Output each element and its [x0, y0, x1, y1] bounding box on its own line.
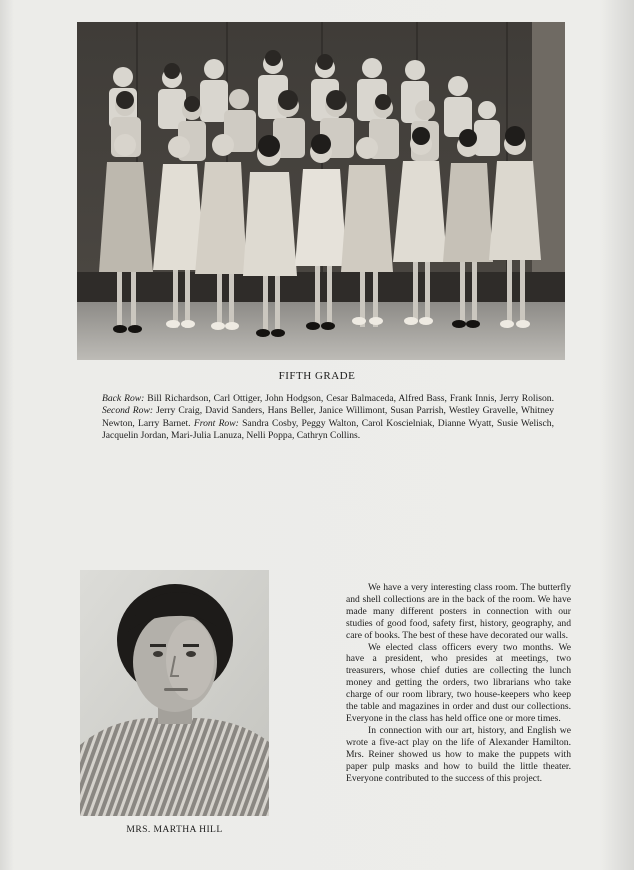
front-row-names: Sandra Cosby, Peggy Walton, Carol Koscielniak, Dianne Wyatt, Susie Welisch, Jacquelin Jordan, Mari-Julia Lanuza, Nelli Poppa, Cathryn Collins. [102, 417, 554, 441]
story-paragraph: We have a very interesting class room. The butterfly and shell collections are in the back of the room. We have made many different posters in connection with our studies of good food, safety first, history, geography, and care of books. The best of these have decorated our walls. [346, 582, 571, 641]
front-row-label: Front Row: [193, 417, 239, 429]
back-row-names: Bill Richardson, Carl Ottiger, John Hodgson, Cesar Balmaceda, Alfred Bass, Frank Innis, Jerry Rolison. [147, 393, 554, 404]
class-caption: FIFTH GRADE [278, 370, 356, 382]
class-photo-image [77, 22, 565, 360]
back-row-label: Back Row: [102, 393, 145, 404]
story-paragraph: In connection with our art, history, and English we wrote a five-act play on the life of Alexander Hamilton. Mrs. Reiner showed us how to make the puppets with paper pulp masks and how to build the little theater. Everyone contributed to the success of this project. [346, 724, 571, 784]
story-paragraph: We elected class officers every two months. We have a president, who presides at meetings, two treasurers, whose chief duties are collecting the lunch money and getting the orders, two librarians who take charge of our room library, two house-keepers who keep the table and magazines in order and dust our collections. Everyone in the class has held office one or more times. [346, 641, 571, 724]
teacher-portrait [80, 570, 269, 816]
class-story [346, 582, 571, 784]
teacher-caption: MRS. MARTHA HILL [126, 824, 223, 835]
class-photo [77, 22, 565, 360]
second-row-names: Jerry Craig, David Sanders, Hans Beller, Janice Willimont, Susan Parrish, Westley Gravelle, Whitney Newton, Larry Barnet. [102, 405, 554, 429]
teacher-portrait-image [80, 570, 269, 816]
class-names-list [102, 393, 554, 442]
second-row-label: Second Row: [102, 405, 154, 417]
